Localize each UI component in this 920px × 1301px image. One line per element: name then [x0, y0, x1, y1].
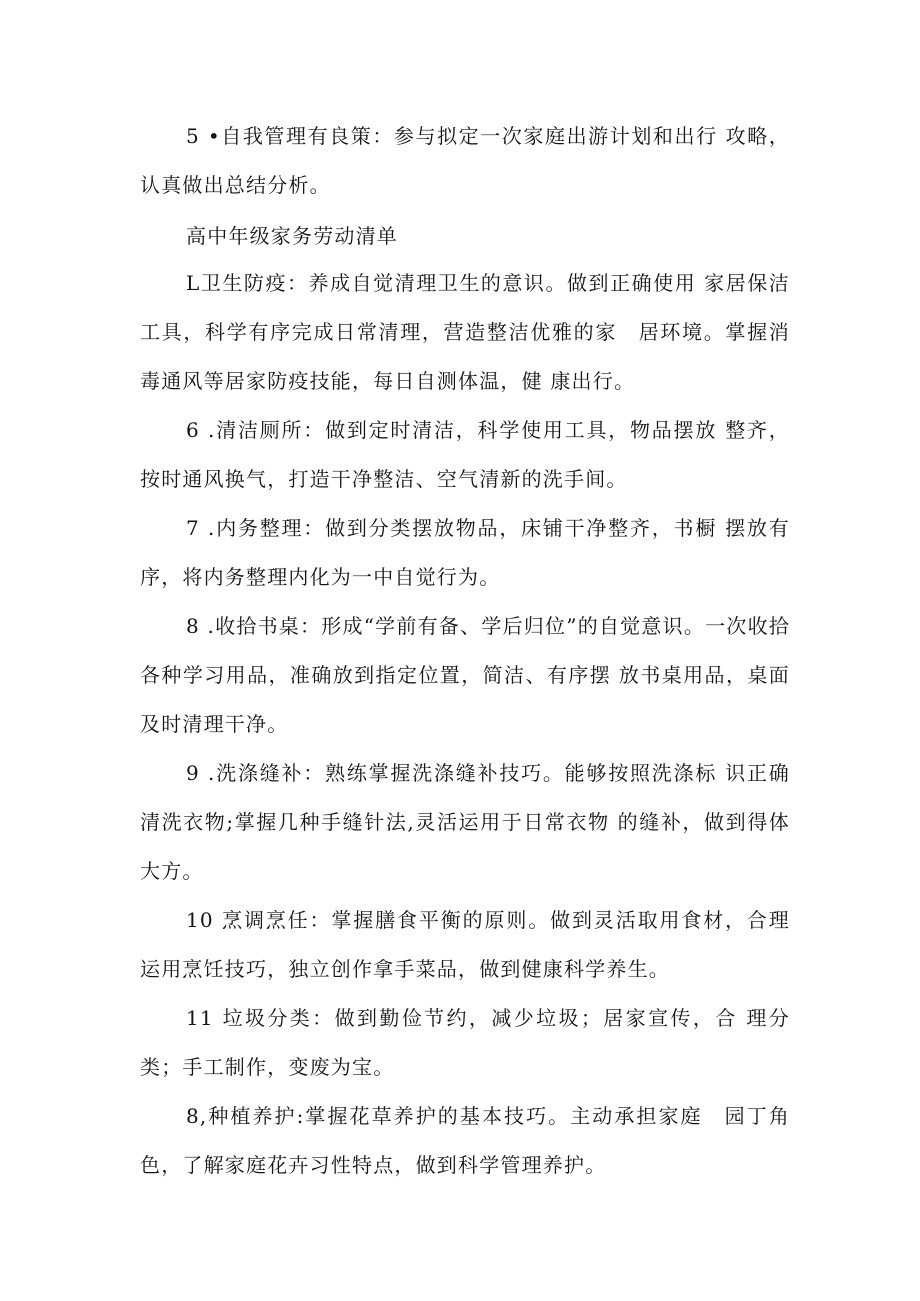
section-title: 高中年级家务劳动清单 [186, 224, 398, 248]
paragraph-cooking: 10 烹调烹任：掌握膳食平衡的原则。做到灵活取用食材，合理运用烹饪技巧，独立创作拿手菜品，做到健康科学养生。 [140, 908, 790, 981]
paragraph-planting-care: 8,种植养护:掌握花草养护的基本技巧。主动承担家庭 园丁角色，了解家庭花卉习性特点，做到科学管理养护。 [140, 1104, 790, 1177]
paragraph-garbage-sorting: 11 垃圾分类：做到勤俭节约，减少垃圾；居家宣传，合 理分类；手工制作，变废为宝。 [140, 1006, 790, 1079]
paragraph-washing-mending: 9 .洗涤缝补：熟练掌握洗涤缝补技巧。能够按照洗涤标 识正确清洗衣物;掌握几种手缝针法,灵活运用于日常衣物 的缝补，做到得体大方。 [140, 761, 790, 883]
paragraph-tidy-desk: 8 .收拾书桌：形成“学前有备、学后归位”的自觉意识。一次收拾各种学习用品，准确放到指定位置，简洁、有序摆 放书桌用品，桌面及时清理干净。 [140, 614, 790, 736]
paragraph-self-management: 5 •自我管理有良策：参与拟定一次家庭出游计划和出行 攻略，认真做出总结分析。 [140, 124, 790, 197]
paragraph-clean-toilet: 6 .清洁厕所：做到定时清洁，科学使用工具，物品摆放 整齐，按时通风换气，打造干净整洁、空气清新的洗手间。 [140, 418, 790, 491]
paragraph-housekeeping: 7 .内务整理：做到分类摆放物品，床铺干净整齐，书橱 摆放有序，将内务整理内化为一中自觉行为。 [140, 516, 790, 589]
paragraph-hygiene: L卫生防疫：养成自觉清理卫生的意识。做到正确使用 家居保洁工具，科学有序完成日常清理，营造整洁优雅的家 居环境。掌握消毒通风等居家防疫技能，每日自测体温，健 康出行。 [140, 271, 790, 393]
